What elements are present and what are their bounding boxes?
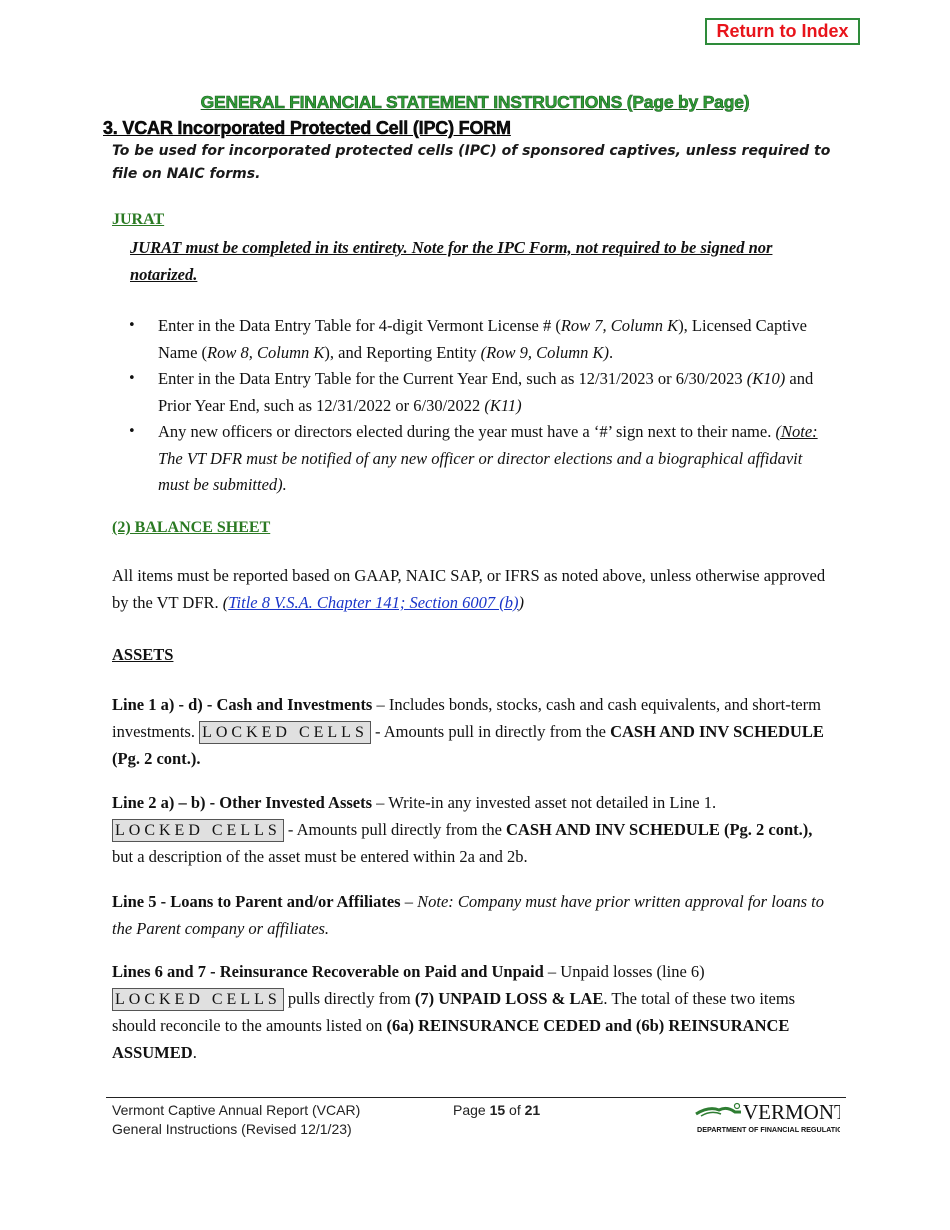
balance-sheet-text: All items must be reported based on GAAP, NAIC SAP, or IFRS as noted above, unless otherwise approved by the VT DFR. (Title 8 V.S.A. Chapter 141; Section 6007 (b)) — [112, 566, 826, 612]
intro-text: To be used for incorporated protected cells (IPC) of sponsored captives, unless required to file on NAIC forms. — [112, 143, 831, 182]
section-title: 3. VCAR Incorporated Protected Cell (IPC) FORM — [103, 118, 511, 138]
footer-report-info: Vermont Captive Annual Report (VCAR) General Instructions (Revised 12/1/23) — [112, 1102, 361, 1137]
return-to-index-button[interactable]: Return to Index — [705, 18, 860, 45]
general-title: GENERAL FINANCIAL STATEMENT INSTRUCTIONS (Page by Page) — [200, 92, 750, 112]
page-number: Page 15 of 21 — [453, 1102, 541, 1118]
bullet-icon: • — [128, 424, 136, 439]
list-item: • Enter in the Data Entry Table for the Current Year End, such as 12/31/2023 or 6/30/2023 (K10) and Prior Year End, such as 12/31/2022 or 6/30/2022 (K11) — [128, 366, 828, 419]
logo-wordmark: VERMONT — [743, 1100, 840, 1124]
locked-cells-badge: LOCKED CELLS — [112, 988, 284, 1011]
line5-paragraph: Line 5 - Loans to Parent and/or Affiliates – Note: Company must have prior written approval for loans to the Parent company or affiliates. — [112, 892, 824, 938]
list-item: • Enter in the Data Entry Table for 4-digit Vermont License # (Row 7, Column K), Licensed Captive Name (Row 8, Column K), and Reporting Entity (Row 9, Column K). — [128, 313, 828, 366]
bullet-icon: • — [128, 371, 136, 386]
assets-heading: ASSETS — [112, 645, 174, 664]
locked-cells-badge: LOCKED CELLS — [199, 721, 371, 744]
line6-7-paragraph: Lines 6 and 7 - Reinsurance Recoverable on Paid and Unpaid – Unpaid losses (line 6) LOCKED CELLS pulls directly from (7) UNPAID LOSS & LAE. The total of these two items should reconcile to the amounts listed on (6a) REINSURANCE CEDED and (6b) REINSURANCE ASSUMED. — [112, 962, 796, 1062]
line1-paragraph: Line 1 a) - d) - Cash and Investments – Includes bonds, stocks, cash and cash equivalents, and short-term investments. LOCKED CELLS - Amounts pull in directly from the CASH AND INV SCHEDULE (Pg. 2 cont.). — [112, 695, 824, 768]
statute-link[interactable]: Title 8 V.S.A. Chapter 141; Section 6007 (b) — [228, 593, 519, 612]
logo-subtitle: DEPARTMENT OF FINANCIAL REGULATION — [697, 1125, 840, 1134]
mountain-logo-icon — [695, 1100, 840, 1136]
vermont-dfr-logo — [695, 1100, 840, 1136]
bullet-icon: • — [128, 318, 136, 333]
list-item: • Any new officers or directors elected during the year must have a ‘#’ sign next to their name. (Note: The VT DFR must be notified of any new officer or director elections and a biographical affidavit must be submitted). — [128, 419, 828, 499]
balance-sheet-heading: (2) BALANCE SHEET — [112, 519, 271, 536]
jurat-note: JURAT must be completed in its entirety. Note for the IPC Form, not required to be signed nor notarized. — [130, 238, 773, 284]
locked-cells-badge: LOCKED CELLS — [112, 819, 284, 842]
footer-divider — [106, 1097, 846, 1098]
jurat-bullet-list — [128, 313, 828, 499]
jurat-heading: JURAT — [112, 211, 165, 228]
line2-paragraph: Line 2 a) – b) - Other Invested Assets – Write-in any invested asset not detailed in Line 1. LOCKED CELLS - Amounts pull directly from the CASH AND INV SCHEDULE (Pg. 2 cont.), but a description of the asset must be entered within 2a and 2b. — [112, 793, 813, 866]
